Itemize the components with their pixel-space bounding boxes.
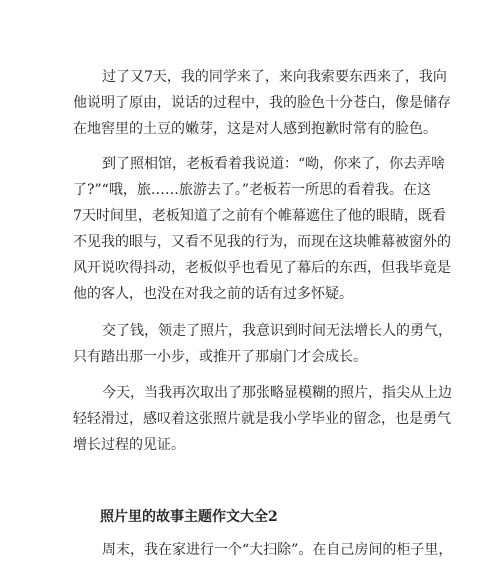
section-heading: 照片里的故事主题作文大全2 bbox=[100, 509, 278, 525]
paragraph-line: 他说明了原由，说话的过程中，我的脸色十分苍白，像是储存 bbox=[73, 95, 451, 111]
paragraph-3 bbox=[73, 318, 452, 370]
paragraph-5 bbox=[73, 537, 453, 563]
paragraph-line: 风开说吹得抖动，老板似乎也看见了幕后的东西，但我毕竟是 bbox=[73, 260, 451, 276]
paragraph-line: 增长过程的见证。 bbox=[73, 437, 185, 453]
paragraph-line: 在地窖里的土豆的嫩芽，这是对人感到抱歉时常有的脸色。 bbox=[73, 121, 437, 137]
paragraph-line: 过了又7天，我的同学来了，来向我索要东西来了，我向 bbox=[102, 69, 447, 85]
paragraph-line: 不见我的眼与，又看不见我的行为，而现在这块帷幕被窗外的 bbox=[73, 234, 451, 250]
paragraph-line: 交了钱，领走了照片，我意识到时间无法增长人的勇气， bbox=[102, 323, 452, 339]
paragraph-line: 他的客人，也没在对我之前的话有过多怀疑。 bbox=[73, 286, 353, 302]
paragraph-line: 只有踏出那一小步，或推开了那扇门才会成长。 bbox=[73, 349, 367, 365]
paragraph-line: 到了照相馆，老板看着我说道：“呦，你来了，你去弄啥 bbox=[102, 156, 446, 172]
paragraph-line: 7天时间里，老板知道了之前有个帷幕遮住了他的眼睛，既看 bbox=[73, 208, 446, 224]
paragraph-line: 周末，我在家进行一个“大扫除”。在自己房间的柜子里， bbox=[102, 542, 453, 558]
paragraph-line: 了?”“哦，旅……旅游去了。”老板若一所思的看着我。在这 bbox=[73, 182, 431, 198]
paragraph-line: 轻轻滑过，感叹着这张照片就是我小学毕业的留念，也是勇气 bbox=[73, 411, 451, 427]
paragraph-1 bbox=[73, 64, 451, 142]
paragraph-line: 今天，当我再次取出了那张略显模糊的照片，指尖从上边 bbox=[102, 385, 452, 401]
paragraph-4 bbox=[73, 380, 452, 458]
paragraph-2 bbox=[73, 151, 451, 307]
